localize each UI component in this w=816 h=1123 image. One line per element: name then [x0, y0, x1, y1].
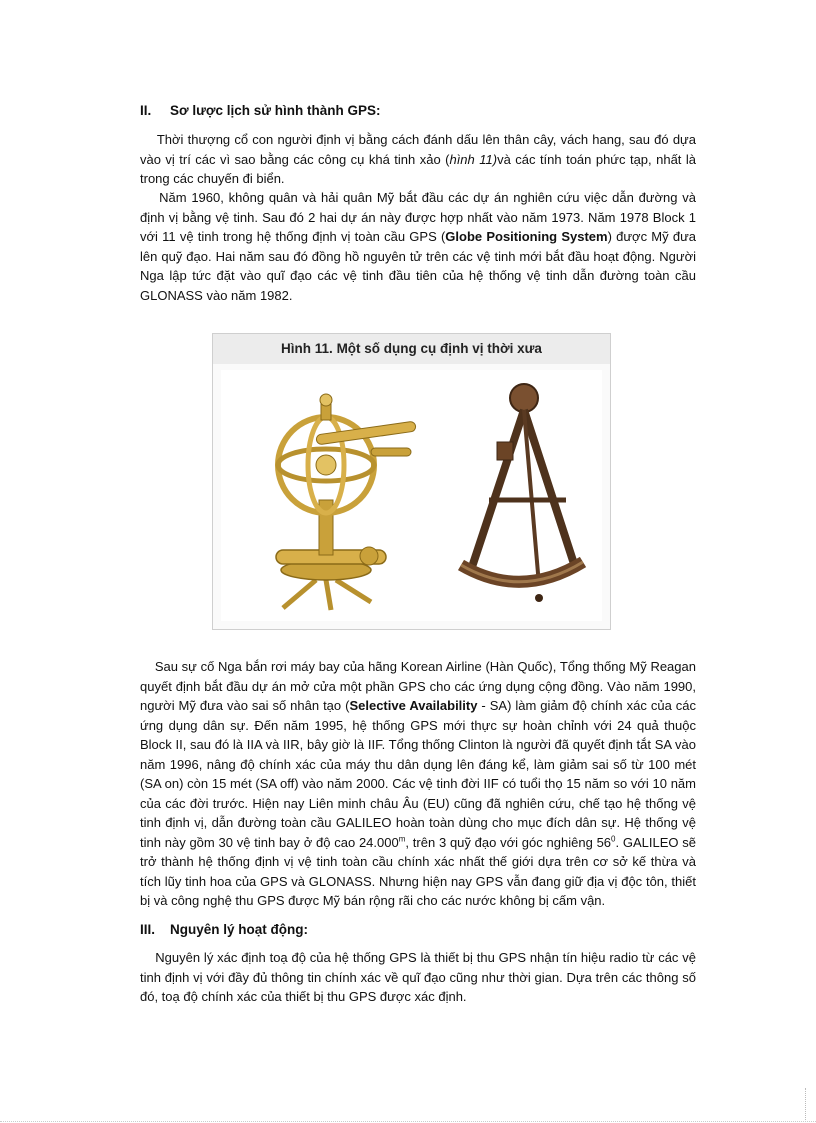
instrument-illustration — [221, 370, 602, 620]
section-heading-3 — [140, 922, 308, 937]
p1-text-b: và các tính toán phức tạp, nhất là trong các chuyến đi biển. — [140, 151, 696, 186]
p3-superscript-degree: 0 — [611, 834, 616, 844]
paragraph-2 — [140, 188, 696, 305]
figure-reference: hình 11) — [449, 151, 498, 167]
paragraph-4 — [140, 948, 696, 1007]
p3-superscript-m: m — [398, 834, 406, 844]
page-corner-divider — [805, 1088, 806, 1120]
section-title: Sơ lược lịch sử hình thành GPS: — [170, 103, 381, 118]
astrolabe-instrument-icon — [276, 394, 416, 610]
p2-text-b: ) được Mỹ đưa lên quỹ đạo. Hai năm sau đó đồng hồ nguyên tử trên các vệ tinh mới bắt đầu hoạt động. Người Nga lập tức đặt vào quĩ đạo các vệ tinh đầu tiên của hệ thống vệ tinh dẫn đường toàn cầu GLONASS vào năm 1982. — [140, 229, 696, 303]
section-number: III. — [140, 922, 156, 937]
figure-11 — [212, 333, 611, 630]
p2-bold-term: Globe Positioning System — [445, 229, 608, 244]
paragraph-1 — [140, 130, 696, 189]
figure-caption: Hình 11. Một số dụng cụ định vị thời xưa — [213, 334, 610, 364]
section-number: II. — [140, 103, 152, 118]
paragraph-3 — [140, 657, 696, 911]
p3-bold-term: Selective Availability — [349, 698, 478, 713]
p2-text-a: Năm 1960, không quân và hải quân Mỹ bắt đầu các dự án nghiên cứu việc dẫn đường và định vị bằng vệ tinh. Sau đó 2 hai dự án này được hợp nhất vào năm 1973. Năm 1978 Block 1 với 11 vệ tinh trong hệ thống định vị toàn cầu GPS ( — [140, 190, 696, 244]
section-title: Nguyên lý hoạt động: — [170, 922, 308, 937]
figure-image — [221, 370, 602, 621]
p3-text-a: Sau sự cố Nga bắn rơi máy bay của hãng Korean Airline (Hàn Quốc), Tổng thống Mỹ Reagan quyết định bắt đầu dự án mở cửa một phần GPS cho các ứng dụng cộng đồng. Vào năm 1990, người Mỹ đưa vào sai số nhân tạo ( — [140, 659, 696, 713]
p3-text-d: . GALILEO sẽ trở thành hệ thống định vị vệ tinh toàn cầu chính xác nhất thế giới dựa trên cơ sở kế thừa và tích lũy tinh hoa của GPS và GLONASS. Nhưng hiện nay GPS vẫn đang giữ địa vị độc tôn, thiết bị và công nghệ thu GPS được Mỹ bán rộng rãi cho các nước không bị cấm vận. — [140, 834, 696, 908]
p3-text-b: - SA) làm giảm độ chính xác của các ứng dụng dân sự. Đến năm 1995, hệ thống GPS mới thực sự hoàn chỉnh với 24 quả thuộc Block II, sau đó là IIA và IIR, bây giờ là IIF. Tổng thống Clinton là người đã quyết định tắt SA vào năm 1996, nâng độ chính xác của máy thu dân dụng lên đáng kể, làm giảm sai số từ 100 mét (SA on) còn 15 mét (SA off) vào năm 2000. Các vệ tinh đời IIF có tuổi thọ 15 năm so với 10 năm của các đời trước. Hiện nay Liên minh châu Âu (EU) cũng đã nghiên cứu, chế tạo hệ thống vệ tinh định vị, dẫn đường toàn cầu GALILEO hoàn toàn dùng cho mục đích dân sự. Hệ thống vệ tinh này gồm 30 vệ tinh bay ở độ cao 24.000 — [140, 698, 696, 850]
p4-text: Nguyên lý xác định toạ độ của hệ thống GPS là thiết bị thu GPS nhận tín hiệu radio từ các vệ tinh định vị với đầy đủ thông tin chính xác về quĩ đạo cũng như thời gian. Dựa trên các thông số đó, toạ độ chính xác của thiết bị thu GPS được xác định. — [140, 950, 696, 1004]
p1-text-a: Thời thượng cổ con người định vị bằng cách đánh dấu lên thân cây, vách hang, sau đó dựa vào vị trí các vì sao bằng các công cụ khá tinh xảo ( — [140, 132, 696, 167]
sextant-instrument-icon — [461, 384, 583, 602]
section-heading-2 — [140, 103, 381, 118]
p3-text-c: , trên 3 quỹ đạo với góc nghiêng 56 — [405, 834, 612, 850]
page-bottom-divider — [0, 1121, 816, 1122]
